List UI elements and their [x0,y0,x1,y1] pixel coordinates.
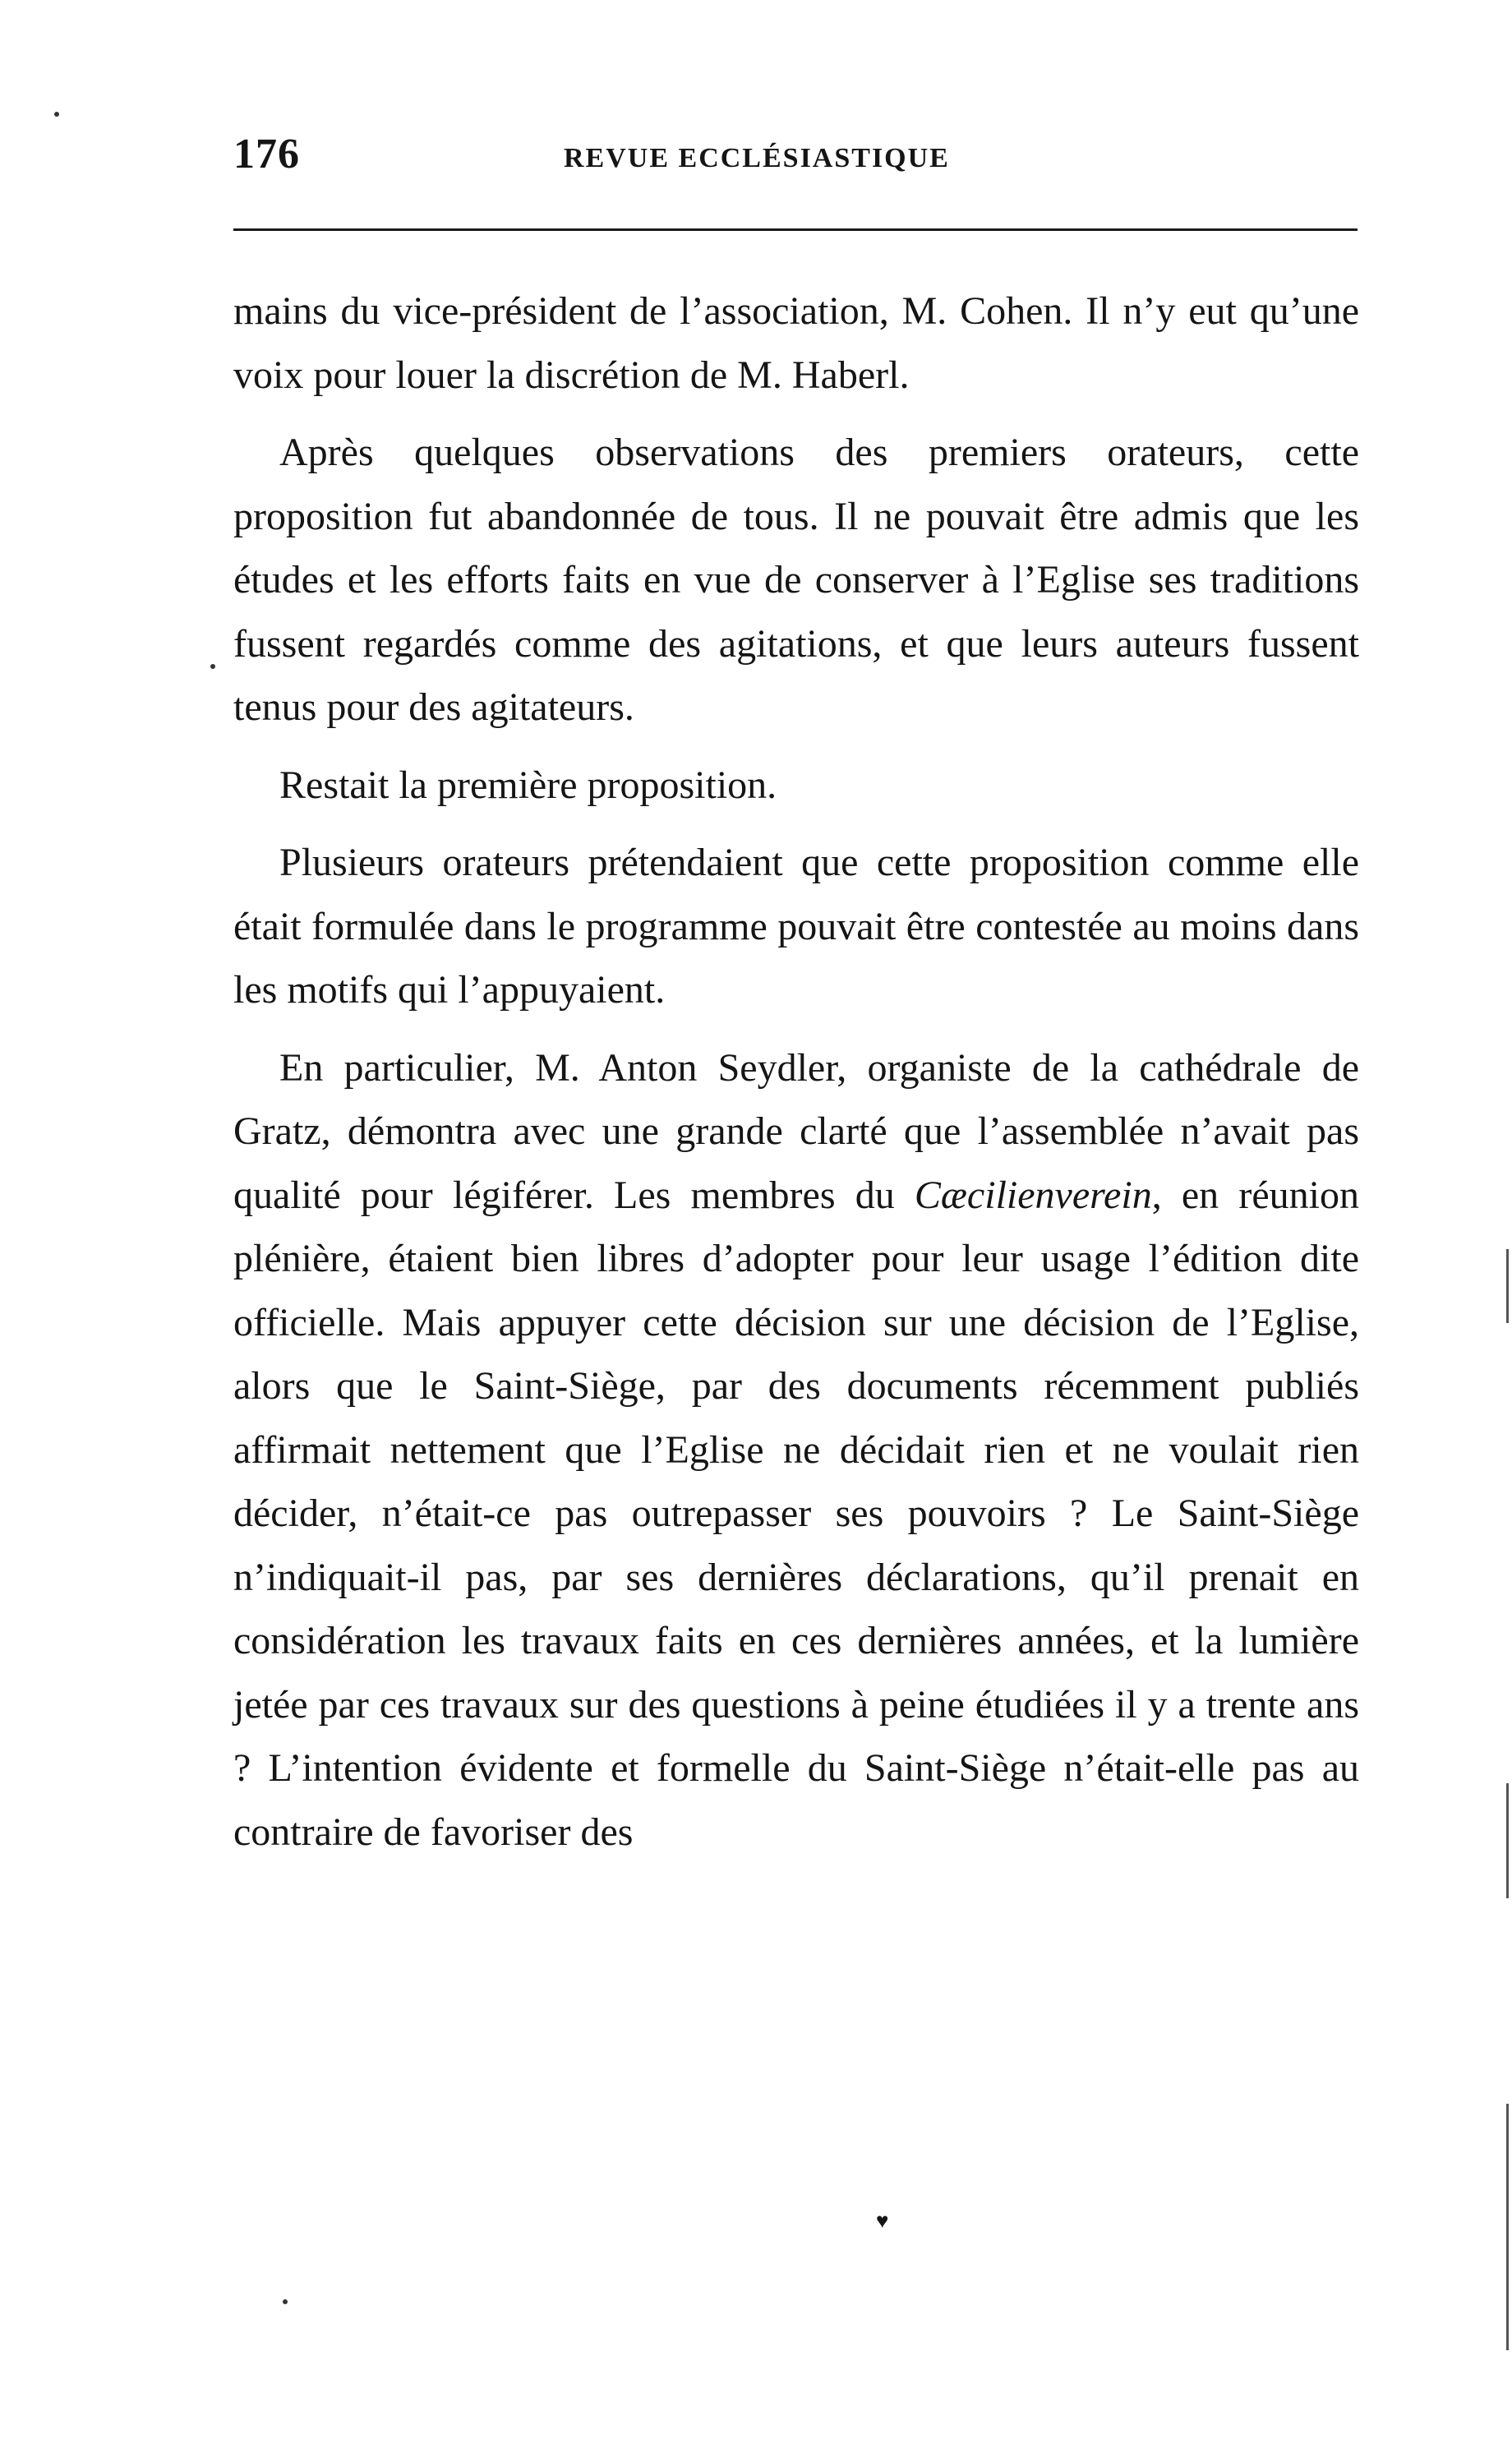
paragraph-4: Plusieurs orateurs prétendaient que cette proposition comme elle était formulée dans le programme pouvait être contestée au moins dans les motifs qui l’appuyaient. [233,841,1359,1012]
margin-speck [210,664,215,669]
footer-ornament: ♥ [876,2209,889,2233]
journal-title: REVUE ECCLÉSIASTIQUE [564,143,950,173]
header-rule [233,228,1358,231]
paragraph-5 [233,1036,1359,1865]
body-text [233,279,1359,1864]
running-head [233,123,1359,189]
margin-speck [283,2299,288,2304]
paragraph-3: Restait la première proposition. [279,763,777,807]
scan-edge-mark [1506,1783,1509,1898]
page-number: 176 [233,131,300,178]
scan-edge-mark [1506,1249,1509,1323]
margin-speck [54,112,59,117]
paragraph-2: Après quelques observations des premiers orateurs, cette proposition fut abandonnée de tous. Il ne pouvait être admis que les études et les efforts faits en vue de conserver à l’Eglise ses traditions fussent regardés comme des agitations, et que leurs auteurs fussent tenus pour des agitateurs. [233,431,1359,729]
society-name-italic: Cæcilienverein [914,1173,1152,1217]
paragraph-5-start: En particulier, M. Anton Seydler, organiste de la cathédrale de Gratz, démontra avec une grande clarté que l’assemblée n’avait pas qualité pour légiférer. Les membres du [233,1045,1359,1217]
scan-edge-mark [1506,2104,1509,2350]
paragraph-1: mains du vice-président de l’association, M. Cohen. Il n’y eut qu’une voix pour louer la discrétion de M. Haberl. [233,289,1359,397]
paragraph-5-end: , en réunion plénière, étaient bien libres d’adopter pour leur usage l’édition dite officielle. Mais appuyer cette décision sur une décision de l’Eglise, alors que le Saint-Siège, par des documents récemment publiés affirmait nettement que l’Eglise ne décidait rien et ne voulait rien décider, n’était-ce pas outrepasser ses pouvoirs ? Le Saint-Siège n’indiquait-il pas, par ses dernières déclarations, qu’il prenait en considération les travaux faits en ces dernières années, et la lumière jetée par ces travaux sur des questions à peine étudiées il y a trente ans ? L’intention évidente et formelle du Saint-Siège n’était-elle pas au contraire de favoriser des [233,1173,1359,1854]
